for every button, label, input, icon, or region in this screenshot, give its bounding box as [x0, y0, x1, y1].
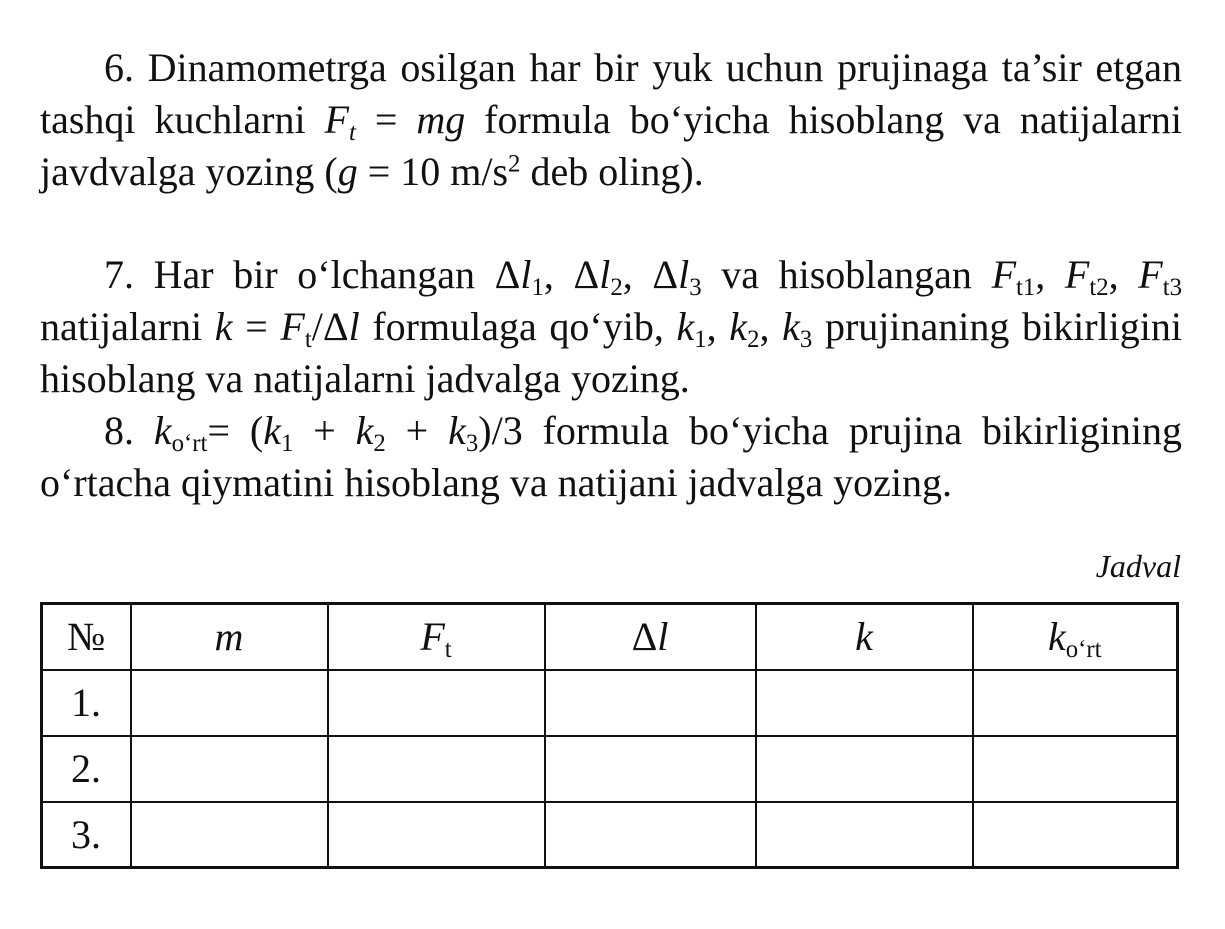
text: = ( — [207, 408, 264, 453]
var: F — [991, 252, 1016, 297]
equals: = — [232, 304, 281, 349]
item-number: 6. — [104, 45, 134, 90]
table-row — [42, 736, 1178, 802]
text: prujinaning bikirligini hisoblang va natijalarni jadvalga yozing. — [40, 304, 1183, 401]
table-caption: Jadval — [1095, 548, 1181, 584]
var: k — [1047, 614, 1066, 660]
var: k — [729, 304, 748, 349]
subscript: 1 — [531, 273, 544, 301]
text: deb oling). — [520, 149, 704, 194]
var: F — [1064, 252, 1090, 297]
var: k — [448, 408, 466, 453]
subscript: 3 — [465, 429, 479, 457]
var: F — [420, 614, 445, 660]
subscript: 2 — [373, 429, 386, 457]
cell-average-stiffness — [973, 736, 1178, 802]
row-number: 3. — [42, 802, 131, 868]
var: l — [599, 252, 611, 297]
row-number: 1. — [42, 670, 131, 736]
results-table — [40, 602, 1179, 869]
var: k — [782, 304, 800, 349]
instruction-6 — [40, 42, 1182, 198]
var: l — [520, 252, 532, 297]
subscript: t1 — [1016, 273, 1036, 301]
subscript: 2 — [747, 325, 760, 353]
var: m — [214, 614, 244, 660]
subscript: 3 — [799, 325, 813, 353]
mg-symbol: mg — [416, 97, 466, 142]
subscript: o‘rt — [1065, 636, 1102, 664]
subscript: t — [348, 118, 356, 146]
text: , Δ — [622, 252, 679, 297]
equals: = — [355, 97, 417, 142]
row-number: 2. — [42, 736, 131, 802]
force-symbol — [324, 97, 356, 146]
subscript: t — [304, 325, 312, 353]
plus: + — [293, 408, 356, 453]
var: F — [1138, 252, 1163, 297]
delta: Δ — [631, 614, 658, 660]
var: F — [324, 97, 349, 142]
var: k — [676, 304, 695, 349]
plus: + — [385, 408, 449, 453]
g-symbol: g — [337, 149, 358, 194]
var: k — [855, 614, 873, 660]
text: )/3 formula bo‘yicha prujina bikirligining o‘rtacha qiymatini hisoblang va natijani jadvalga yozing. — [40, 408, 1182, 505]
text: formulaga qo‘yib, — [359, 304, 677, 349]
header-stiffness — [756, 604, 973, 670]
subscript: 1 — [280, 429, 294, 457]
text: /Δ — [311, 304, 349, 349]
cell-mass — [131, 736, 328, 802]
subscript: t — [444, 636, 452, 664]
cell-mass — [131, 670, 328, 736]
cell-elongation — [545, 802, 756, 868]
cell-average-stiffness — [973, 802, 1178, 868]
subscript: 2 — [610, 273, 623, 301]
header-elongation — [545, 604, 756, 670]
text: = 10 m/s — [357, 149, 509, 194]
var: k — [153, 408, 172, 453]
header-mass — [131, 604, 328, 670]
number-sign: № — [67, 614, 106, 660]
text: Dinamometrga osilgan har bir yuk uchun prujinaga ta’sir etgan tashqi kuchlarni — [40, 45, 1182, 142]
var: k — [263, 408, 281, 453]
item-number: 8. — [104, 408, 134, 453]
cell-elongation — [545, 670, 756, 736]
subscript: 3 — [689, 273, 702, 301]
item-number: 7. — [104, 252, 134, 297]
cell-force — [328, 736, 545, 802]
cell-mass — [131, 802, 328, 868]
var: k — [214, 304, 233, 349]
header-force — [328, 604, 545, 670]
instruction-7: 7. Har bir o‘lchangan $\Delta l_1$, $\Delta l_2$, $\Delta l_3$ va hisoblangan $F_{t1}$, $F_{t2}$, $F_{t3}$ natijalarni $k = F_t/\Delta l$ formulaga qo‘yib, $k_1$, $k_2$, $k_3$ prujinaning bikirligini hisoblang va natijalarni jadvalga yozing. — [40, 252, 1183, 401]
header-number — [42, 604, 131, 670]
text: Har bir o‘lchangan Δ — [153, 252, 521, 297]
cell-stiffness — [756, 802, 973, 868]
var: k — [355, 408, 374, 453]
var: l — [678, 252, 690, 297]
var: l — [657, 614, 669, 660]
instruction-8 — [40, 405, 1182, 509]
cell-force — [328, 670, 545, 736]
text: va hisoblangan — [701, 252, 992, 297]
var: l — [348, 304, 360, 349]
cell-elongation — [545, 736, 756, 802]
cell-stiffness — [756, 670, 973, 736]
var: F — [280, 304, 305, 349]
table-header-row — [42, 604, 1178, 670]
table-row — [42, 670, 1178, 736]
header-average-stiffness — [973, 604, 1178, 670]
superscript: 2 — [508, 150, 521, 178]
subscript: 1 — [694, 325, 707, 353]
table-row — [42, 802, 1178, 868]
cell-stiffness — [756, 736, 973, 802]
subscript: t2 — [1089, 273, 1109, 301]
cell-average-stiffness — [973, 670, 1178, 736]
subscript: t3 — [1162, 273, 1183, 301]
text: , Δ — [543, 252, 600, 297]
cell-force — [328, 802, 545, 868]
text: formula bo‘yicha hisoblang va natijalarni javdvalga yozing ( — [40, 97, 1183, 194]
text: natijalarni — [40, 304, 215, 349]
subscript: o‘rt — [171, 429, 208, 457]
